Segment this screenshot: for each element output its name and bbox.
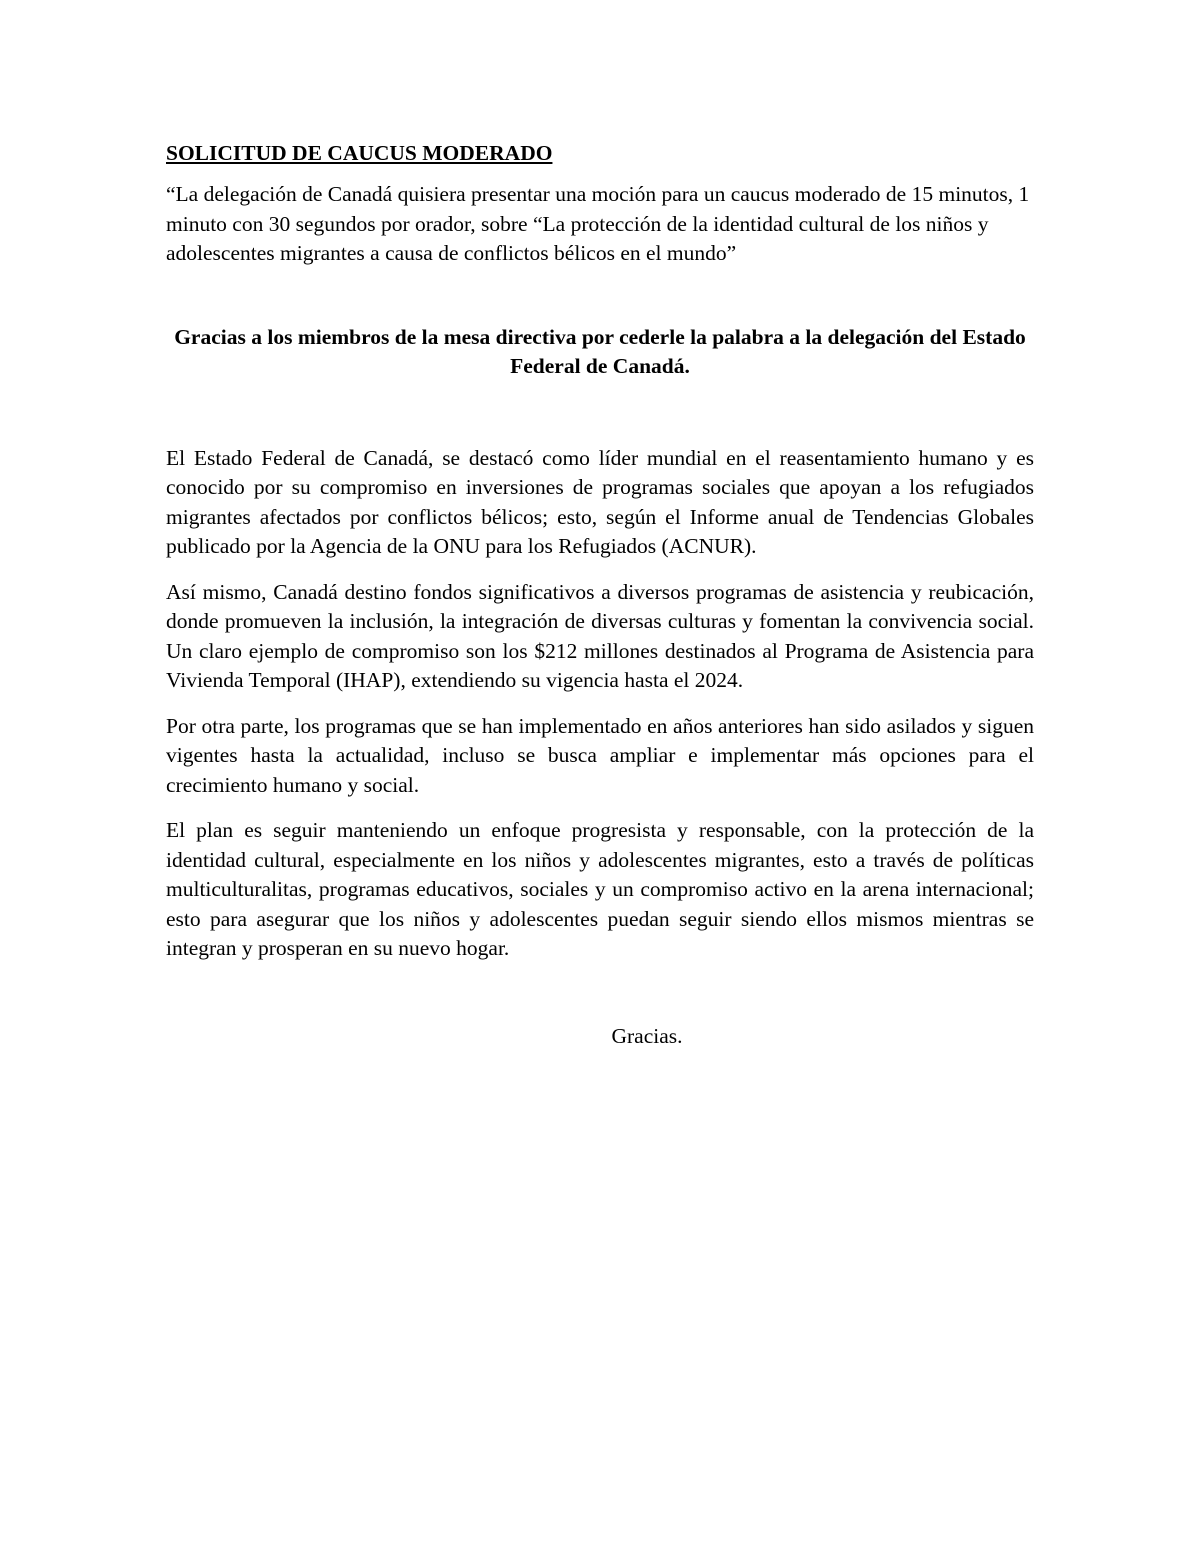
paragraph-funding-programs: Así mismo, Canadá destino fondos significativos a diversos programas de asistencia y reubicación, donde promueven la inclusión, la integración de diversas culturas y fomentan la convivencia social. Un claro ejemplo de compromiso son los $212 millones destinados al Programa de Asistencia para Vivienda Temporal (IHAP), extendiendo su vigencia hasta el 2024. [166, 579, 1034, 692]
closing-thanks: Gracias. [611, 1023, 683, 1048]
thanks-heading: Gracias a los miembros de la mesa directiva por cederle la palabra a la delegación del Estado Federal de Canadá. [174, 324, 1026, 378]
paragraph-existing-programs: Por otra parte, los programas que se han implementado en años anteriores han sido asilados y siguen vigentes hasta la actualidad, incluso se busca ampliar e implementar más opciones para el crecimiento humano y social. [166, 713, 1034, 797]
paragraph-plan: El plan es seguir manteniendo un enfoque progresista y responsable, con la protección de la identidad cultural, especialmente en los niños y adolescentes migrantes, esto a través de políticas multiculturalitas, programas educativos, sociales y un compromiso activo en la arena internacional; esto para asegurar que los niños y adolescentes puedan seguir siendo ellos mismos mientras se integran y prosperan en su nuevo hogar. [166, 818, 1034, 960]
motion-intro: “La delegación de Canadá quisiera presentar una moción para un caucus moderado de 15 minutos, 1 minuto con 30 segundos por orador, sobre “La protección de la identidad cultural de los niños y adolescentes migrantes a causa de conflictos bélicos en el mundo” [166, 182, 1030, 265]
document-body [166, 138, 1034, 1051]
paragraph-canada-leadership: El Estado Federal de Canadá, se destacó como líder mundial en el reasentamiento humano y es conocido por su compromiso en inversiones de programas sociales que apoyan a los refugiados migrantes afectados por conflictos bélicos; esto, según el Informe anual de Tendencias Globales publicado por la Agencia de la ONU para los Refugiados (ACNUR). [166, 445, 1034, 558]
document-title: SOLICITUD DE CAUCUS MODERADO [166, 141, 553, 165]
